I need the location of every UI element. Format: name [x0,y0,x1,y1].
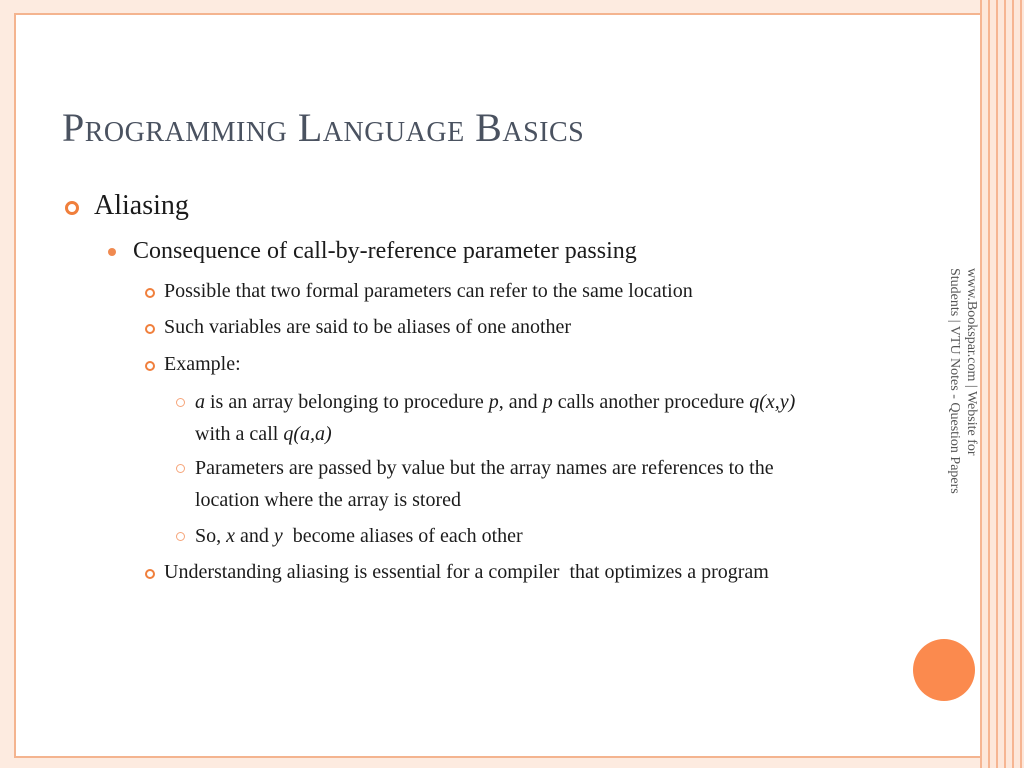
ring-bullet-icon [145,288,155,298]
bullet-line: So, x and y become aliases of each other [195,525,523,547]
ring-bullet-icon [145,569,155,579]
bullet-l4 [195,386,795,450]
slide-frame-left [0,0,16,768]
bullet-line: Parameters are passed by value but the array names are references to the [195,457,774,479]
slide-frame-right-stripes [980,0,1024,768]
dot-bullet-icon [108,248,116,256]
side-note-line: www.Bookspar.com | Website for [964,268,979,456]
ring-bullet-icon [176,464,185,473]
ring-bullet-icon [145,361,155,371]
ring-bullet-icon [176,398,185,407]
slide-title: Programming Language Basics [62,105,585,150]
bullet-text: Understanding aliasing is essential for a compiler that optimizes a program [164,561,769,583]
bullet-line: location where the array is stored [195,489,462,511]
bullet-l3 [164,316,571,339]
slide-frame-bottom [14,756,980,768]
bullet-line: a is an array belonging to procedure p, and p calls another procedure q(x,y) [195,391,796,413]
bullet-text: Consequence of call-by-reference parameter passing [133,238,637,264]
slide-frame-top [14,0,980,15]
bullet-text: Possible that two formal parameters can refer to the same location [164,280,693,302]
side-watermark-note [946,268,980,613]
bullet-text: Aliasing [94,190,189,221]
decorative-circle [913,639,975,701]
bullet-text: Such variables are said to be aliases of one another [164,316,572,338]
bullet-line: with a call q(a,a) [195,423,332,445]
bullet-l2 [133,238,637,265]
ring-bullet-icon [145,324,155,334]
bullet-l1 [94,190,189,222]
bullet-l4 [195,520,523,552]
bullet-l3 [164,280,693,303]
bullet-l4 [195,452,774,516]
bullet-text: Example: [164,353,241,375]
side-note-line: Students | VTU Notes - Question Papers [947,268,962,494]
ring-bullet-icon [65,201,79,215]
bullet-l3 [164,353,241,376]
bullet-l3 [164,561,769,584]
ring-bullet-icon [176,532,185,541]
